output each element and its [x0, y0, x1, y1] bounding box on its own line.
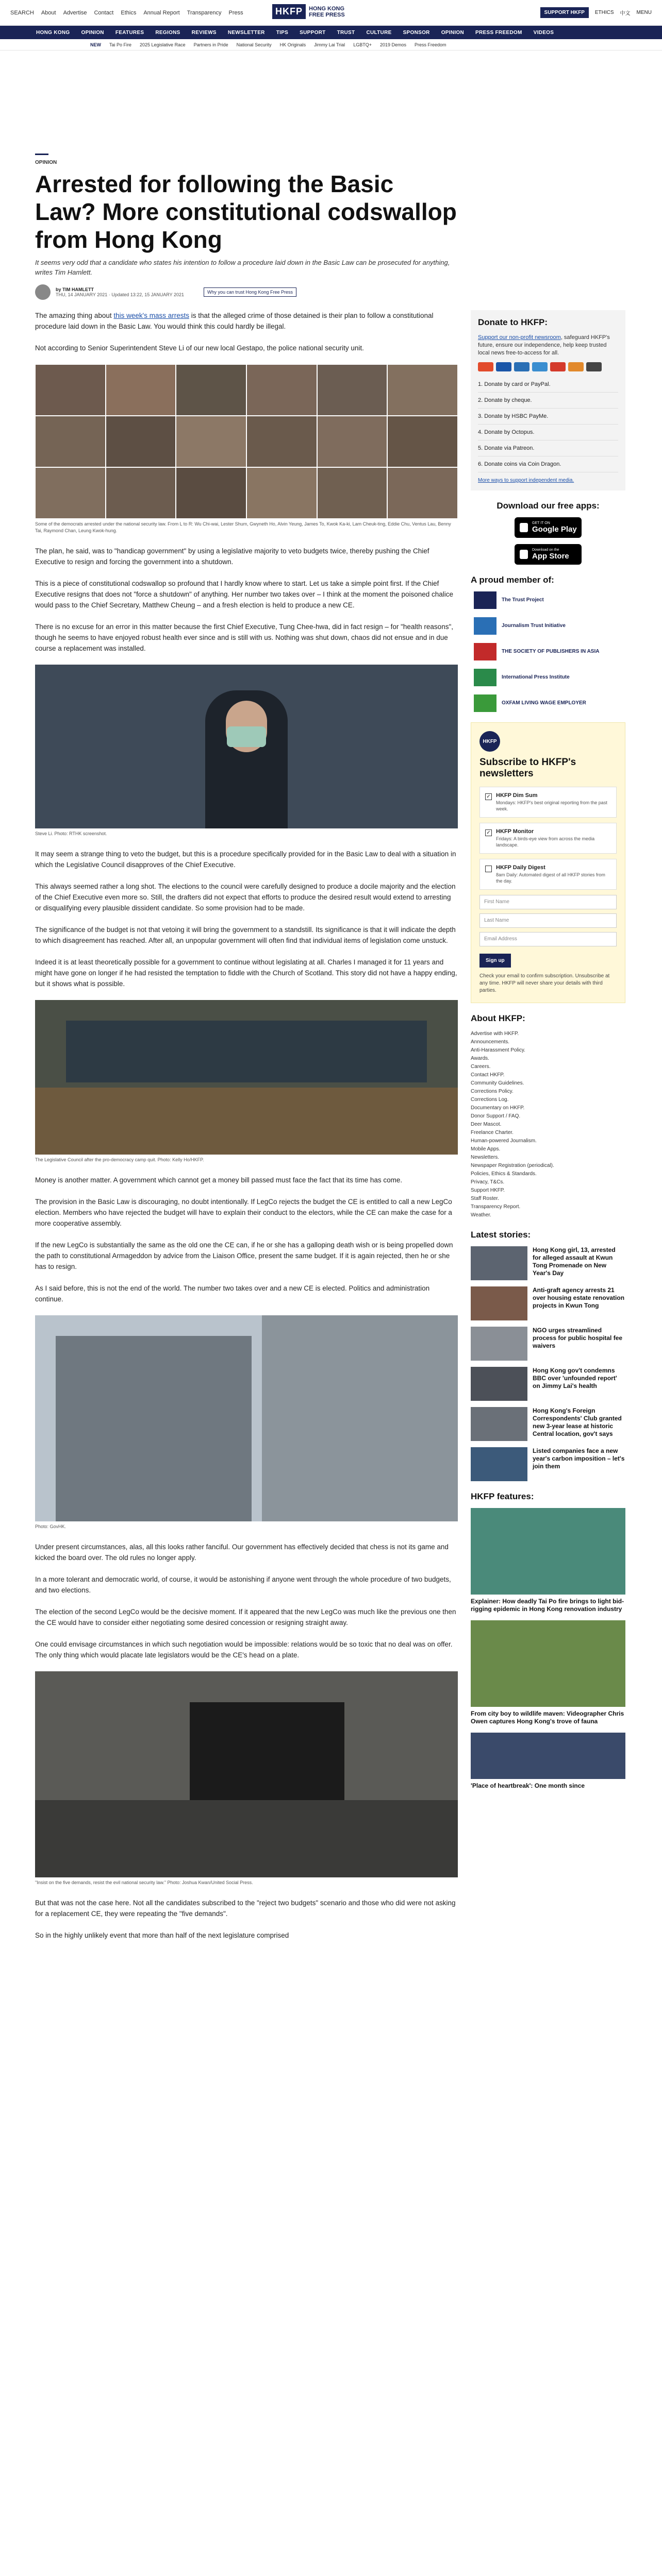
- author-avatar: [35, 284, 51, 300]
- tag-link[interactable]: HK Originals: [279, 42, 306, 47]
- story-item[interactable]: [471, 1447, 625, 1481]
- checkbox[interactable]: ✓: [485, 829, 492, 836]
- apps-title: Download our free apps:: [496, 501, 600, 511]
- logo-box: HKFP: [272, 4, 306, 19]
- caption: Some of the democrats arrested under the national security law. From L to R: Wu Chi-wai, Lester Shum, Gwyneth Ho, Alvin Yeung, James To, Kwok Ka-ki, Lam Cheuk-ting, Eddie Chu, Ventus Lau, Benny Tai, Raymond Chan, Leung Kwok-hung.: [35, 521, 451, 533]
- category-rule: [35, 154, 48, 155]
- about-link[interactable]: Contact HKFP.: [471, 1072, 505, 1078]
- story-item[interactable]: [471, 1286, 625, 1320]
- nav-item[interactable]: SUPPORT: [300, 29, 326, 36]
- member-label: OXFAM LIVING WAGE EMPLOYER: [502, 700, 586, 706]
- paypal-icon: [514, 362, 529, 371]
- gp-small: GET IT ON: [532, 521, 550, 525]
- newsletter-box: [471, 722, 625, 1003]
- paragraph: As I said before, this is not the end of the world. The number two takes over and a new CE is elected. Politics and administration continue.: [35, 1284, 430, 1303]
- logo-line-1: HONG KONG: [309, 5, 345, 12]
- byline-text: [56, 287, 184, 297]
- nav-item[interactable]: NEWSLETTER: [227, 29, 265, 36]
- about-link[interactable]: Privacy, T&Cs.: [471, 1179, 505, 1185]
- feature-title: From city boy to wildlife maven: Videographer Chris Owen captures Hong Kong's trove of fauna: [471, 1710, 624, 1725]
- checkbox[interactable]: ✓: [485, 793, 492, 800]
- tag-link[interactable]: Partners in Pride: [193, 42, 228, 47]
- paragraph: The plan, he said, was to "handicap government" by using a legislative majority to veto budgets twice, thereby pushing the Chief Executive to resign and forcing the government into a shutdown.: [35, 547, 429, 566]
- member-title: A proud member of:: [471, 575, 554, 585]
- latest-stories: [471, 1230, 625, 1481]
- top-link-annual-report[interactable]: Annual Report: [143, 9, 180, 16]
- nav-item[interactable]: TIPS: [276, 29, 289, 36]
- newsletter-option[interactable]: [479, 859, 617, 890]
- main-nav: [0, 26, 662, 39]
- visa-icon: [496, 362, 511, 371]
- donate-option[interactable]: 6. Donate coins via Coin Dragon.: [478, 456, 618, 472]
- paragraph: This is a piece of constitutional codswallop so profound that I hardly know where to start. Let us take a simple point first. If the Chief Executive resigns that does not "force a shutdown" of anything. Her number two takes over – I think at the moment the poisoned chalice would pass to the Chief Secretary, Matthew Cheung – and a fresh election is held to produce a new CE.: [35, 580, 454, 609]
- top-link-about[interactable]: About: [41, 9, 56, 16]
- author-name[interactable]: by TIM HAMLETT: [56, 287, 94, 292]
- story-title: Anti-graft agency arrests 21 over housing estate renovation projects in Kwun Tong: [533, 1286, 625, 1309]
- protest-image: [35, 1671, 458, 1877]
- paragraph: The election of the second LegCo would be the decisive moment. If it appeared that the new LegCo was much like the previous one then the CE would have to consider either negotiating some desired concession or resigning straight away.: [35, 1608, 456, 1626]
- option-name: HKFP Daily Digest: [496, 865, 545, 871]
- standfirst: It seems very odd that a candidate who states his intention to follow a procedure laid down in the Basic Law can be prosecuted for anything, writes Tim Hamlett.: [35, 259, 450, 276]
- paragraph: The provision in the Basic Law is discouraging, no doubt intentionally. If LegCo rejects the budget the CE is entitled to call a new LegCo election. Members who have rejected the budget will have to explain their conduct to the electors, while the CE can make the case for a more cooperative assembly.: [35, 1198, 452, 1227]
- first-name-input[interactable]: First Name: [479, 895, 617, 909]
- figure-protest: [35, 1671, 458, 1886]
- story-item[interactable]: [471, 1327, 625, 1361]
- donate-options: [478, 377, 618, 472]
- tag-link[interactable]: LGBTQ+: [353, 42, 372, 47]
- google-play-icon: [520, 523, 528, 532]
- newsletter-logo: HKFP: [479, 731, 500, 752]
- donate-title: Donate to HKFP:: [478, 317, 548, 327]
- paragraph: If the new LegCo is substantially the same as the old one the CE can, if he or she has a galloping death wish or is being propelled down the path to constitutional Armageddon by advice from the Liaison Office, present the same budget. If it is again rejected, then he or she has to resign.: [35, 1241, 453, 1270]
- last-name-input[interactable]: Last Name: [479, 913, 617, 928]
- paragraph: One could envisage circumstances in which such negotiation would be impossible: relations would be so toxic that no deal was on offer. The only thing which would placate late legislators would be the CE's head on a plate.: [35, 1640, 453, 1659]
- about-link[interactable]: Documentary on HKFP.: [471, 1105, 525, 1111]
- features-title: HKFP features:: [471, 1492, 534, 1501]
- caption: Photo: GovHK.: [35, 1524, 67, 1529]
- central-government-offices-image: [35, 1315, 458, 1521]
- feature-item[interactable]: [471, 1620, 625, 1725]
- mass-arrests-link[interactable]: this week's mass arrests: [113, 312, 189, 319]
- p1-post: is that the alleged crime of those detained is their plan to follow a constitutional procedure laid down in the Basic Law. You would think this could hardly be illegal.: [35, 312, 434, 330]
- story-item[interactable]: [471, 1407, 625, 1441]
- top-link-transparency[interactable]: Transparency: [187, 9, 222, 16]
- figure-cgo: [35, 1315, 458, 1530]
- features-box: [471, 1492, 625, 1790]
- logo-line-2: FREE PRESS: [309, 11, 345, 18]
- member-item[interactable]: [474, 617, 625, 635]
- member-label: THE SOCIETY OF PUBLISHERS IN ASIA: [502, 649, 600, 654]
- publish-date: THU, 14 JANUARY 2021 · Updated 13:22, 15 JANUARY 2021: [56, 292, 184, 297]
- email-input[interactable]: Email Address: [479, 932, 617, 946]
- arrested-faces-image: [35, 364, 458, 519]
- paragraph: In a more tolerant and democratic world, of course, it would be astonishing if anyone went through the whole procedure of two budgets, and two elections.: [35, 1575, 451, 1594]
- ethics-link[interactable]: ETHICS: [594, 10, 614, 15]
- donate-option[interactable]: 1. Donate by card or PayPal.: [478, 377, 618, 393]
- p1-pre: The amazing thing about: [35, 312, 114, 319]
- donate-option[interactable]: 5. Donate via Patreon.: [478, 440, 618, 456]
- nav-item[interactable]: TRUST: [337, 29, 355, 36]
- nav-item[interactable]: FEATURES: [115, 29, 144, 36]
- tag-link[interactable]: Jimmy Lai Trial: [314, 42, 345, 47]
- member-label: International Press Institute: [502, 674, 570, 680]
- trust-project-logo: [474, 591, 496, 609]
- apps-box: [471, 501, 625, 565]
- about-link[interactable]: Advertise with HKFP.: [471, 1031, 519, 1037]
- site-logo[interactable]: [272, 4, 345, 19]
- tag-bar: [0, 39, 662, 50]
- byline: [35, 284, 296, 300]
- support-button[interactable]: SUPPORT HKFP: [540, 7, 589, 18]
- paragraph: There is no excuse for an error in this matter because the first Chief Executive, Tung Chee-hwa, did in fact resign – for "health reasons", though he seems to have enjoyed robust health ever since and is still with us. Nothing was shut down, chaos did not ensue and in due course a replacement was installed.: [35, 623, 453, 652]
- article-title: Arrested for following the Basic Law? More constitutional codswallop from Hong Kong: [35, 171, 457, 253]
- nav-item[interactable]: VIDEOS: [533, 29, 554, 36]
- logo-text: [309, 6, 345, 18]
- member-label: The Trust Project: [502, 597, 544, 603]
- about-link[interactable]: Awards.: [471, 1056, 489, 1061]
- about-link[interactable]: Corrections Policy.: [471, 1089, 514, 1094]
- as-small: Download on the: [532, 548, 559, 552]
- donate-text-rest: , safeguard HKFP's future, ensure our independence, help keep trusted local news free-to-access for all.: [478, 334, 610, 356]
- sidebar: [471, 310, 625, 1800]
- caption: The Legislative Council after the pro-democracy camp quit. Photo: Kelly Ho/HKFP.: [35, 1157, 204, 1162]
- story-title: NGO urges streamlined process for public hospital fee waivers: [533, 1327, 623, 1349]
- steve-li-image: [35, 665, 458, 828]
- oxfam-logo: [474, 694, 496, 712]
- option-desc: Fridays: A birds-eye view from across the media landscape.: [496, 836, 595, 848]
- amex-icon: [532, 362, 548, 371]
- caption: "Insist on the five demands, resist the evil national security law." Photo: Joshua Kwan/United Social Press.: [35, 1880, 253, 1885]
- top-link-ethics[interactable]: Ethics: [121, 9, 137, 16]
- mastercard-icon: [478, 362, 493, 371]
- checkbox[interactable]: [485, 866, 492, 872]
- about-link[interactable]: Weather.: [471, 1212, 491, 1218]
- donate-option[interactable]: 4. Donate by Octopus.: [478, 425, 618, 440]
- more-ways-link[interactable]: More ways to support independent media.: [478, 478, 574, 483]
- about-link[interactable]: Newsletters.: [471, 1155, 500, 1160]
- about-link[interactable]: Transparency Report.: [471, 1204, 521, 1210]
- nav-item[interactable]: OPINION: [441, 29, 465, 36]
- about-list: [471, 1030, 625, 1219]
- newsletter-title: Subscribe to HKFP's newsletters: [479, 757, 576, 779]
- article-body: [35, 310, 458, 1952]
- donate-option[interactable]: 3. Donate by HSBC PayMe.: [478, 409, 618, 425]
- nav-item[interactable]: CULTURE: [366, 29, 392, 36]
- option-desc: Mondays: HKFP's best original reporting from the past week.: [496, 800, 607, 811]
- tag-link[interactable]: Press Freedom: [414, 42, 446, 47]
- story-title: Listed companies face a new year's carbon imposition – let's join them: [533, 1447, 625, 1470]
- google-play-button[interactable]: [515, 517, 582, 538]
- tag-link[interactable]: 2019 Demos: [379, 42, 406, 47]
- story-thumbnail: [471, 1407, 527, 1441]
- nav-item[interactable]: REVIEWS: [191, 29, 217, 36]
- search-link[interactable]: SEARCH: [10, 9, 34, 16]
- story-title: Hong Kong gov't condemns BBC over 'unfounded report' on Jimmy Lai's health: [533, 1367, 617, 1389]
- about-link[interactable]: Policies, Ethics & Standards.: [471, 1171, 537, 1177]
- nav-item[interactable]: HONG KONG: [36, 29, 70, 36]
- story-thumbnail: [471, 1367, 527, 1401]
- story-thumbnail: [471, 1327, 527, 1361]
- top-link-press[interactable]: Press: [228, 9, 243, 16]
- member-item[interactable]: [474, 591, 625, 609]
- about-link[interactable]: Careers.: [471, 1064, 491, 1070]
- support-newsroom-link[interactable]: Support our non-profit newsroom: [478, 334, 561, 341]
- feature-image: [471, 1733, 625, 1779]
- about-link[interactable]: Support HKFP.: [471, 1188, 505, 1193]
- tag-link[interactable]: National Security: [236, 42, 272, 47]
- member-item[interactable]: [474, 669, 625, 686]
- paragraph: But that was not the case here. Not all the candidates subscribed to the "reject two budgets" scenario and those who did were not asking for a replacement CE, they were repeating the "five demands".: [35, 1899, 456, 1918]
- nav-item[interactable]: OPINION: [81, 29, 104, 36]
- about-box: [471, 1013, 625, 1219]
- donate-text: [478, 334, 618, 357]
- about-link[interactable]: Human-powered Journalism.: [471, 1138, 537, 1144]
- story-item[interactable]: [471, 1246, 625, 1280]
- donate-box: [471, 310, 625, 490]
- option-name: HKFP Monitor: [496, 828, 534, 835]
- feature-title: 'Place of heartbreak': One month since: [471, 1782, 585, 1789]
- newsletter-option[interactable]: [479, 823, 617, 854]
- member-item[interactable]: [474, 694, 625, 712]
- signup-button[interactable]: Sign up: [479, 954, 511, 968]
- story-title: Hong Kong girl, 13, arrested for alleged assault at Kwun Tong Promenade on New Year's Day: [533, 1246, 616, 1277]
- member-label: Journalism Trust Initiative: [502, 623, 566, 629]
- apple-icon: [520, 550, 528, 559]
- latest-title: Latest stories:: [471, 1230, 531, 1240]
- paragraph: Not according to Senior Superintendent Steve Li of our new local Gestapo, the police national security unit.: [35, 344, 364, 352]
- octopus-icon: [568, 362, 584, 371]
- top-link-advertise[interactable]: Advertise: [63, 9, 87, 16]
- story-thumbnail: [471, 1447, 527, 1481]
- top-link-contact[interactable]: Contact: [94, 9, 114, 16]
- feature-image: [471, 1508, 625, 1595]
- about-link[interactable]: Newspaper Registration (periodical).: [471, 1163, 554, 1168]
- ipi-logo: [474, 669, 496, 686]
- feature-image: [471, 1620, 625, 1707]
- about-title: About HKFP:: [471, 1013, 525, 1023]
- member-item[interactable]: [474, 643, 625, 660]
- caption: Steve Li. Photo: RTHK screenshot.: [35, 831, 107, 836]
- patreon-icon: [586, 362, 602, 371]
- nav-item[interactable]: REGIONS: [155, 29, 180, 36]
- new-badge: NEW: [90, 42, 101, 47]
- paragraph: So in the highly unlikely event that more than half of the next legislature comprised: [35, 1931, 289, 1939]
- about-link[interactable]: Mobile Apps.: [471, 1146, 501, 1152]
- top-right: [540, 7, 652, 18]
- top-links: [10, 10, 243, 16]
- paragraph: [35, 310, 458, 332]
- gp-big: Google Play: [532, 525, 577, 534]
- about-link[interactable]: Donor Support / FAQ.: [471, 1113, 521, 1119]
- paragraph: This always seemed rather a long shot. The elections to the council were carefully designed to produce a docile majority and the election of the Chief Executive even more so. Still, the drafters did not expect that efforts to produce the desired result would extend to arresting or disqualifying every plausible dissident candidate. So some provision had to be made.: [35, 883, 456, 912]
- about-link[interactable]: Freelance Charter.: [471, 1130, 514, 1136]
- paragraph: Indeed it is at least theoretically possible for a government to continue without legislating at all. Charles I managed it for 11 years and might have gone on longer if he had resisted the temptation to fiddle with the Church of Scotland. This story did not have a happy ending, but it shows what is possible.: [35, 958, 457, 988]
- category-label[interactable]: OPINION: [35, 160, 57, 165]
- payme-icon: [550, 362, 566, 371]
- nav-item[interactable]: SPONSOR: [403, 29, 430, 36]
- option-name: HKFP Dim Sum: [496, 792, 538, 799]
- feature-item[interactable]: [471, 1508, 625, 1613]
- paragraph: It may seem a strange thing to veto the budget, but this is a procedure specifically provided for in the Basic Law to deal with a situation in which the Legislative Council disapproves of the Chief Executive.: [35, 850, 456, 869]
- member-list: [471, 591, 625, 712]
- about-link[interactable]: Staff Roster.: [471, 1196, 499, 1201]
- member-box: [471, 575, 625, 712]
- option-desc: 8am Daily: Automated digest of all HKFP stories from the day.: [496, 872, 605, 884]
- menu-link[interactable]: MENU: [636, 10, 652, 15]
- figure-legco: [35, 1000, 458, 1163]
- paragraph: Under present circumstances, alas, all this looks rather fanciful. Our government has effectively decided that chess is not its game and kicked the board over. The old rules no longer apply.: [35, 1543, 449, 1562]
- story-item[interactable]: [471, 1367, 625, 1401]
- about-link[interactable]: Anti-Harassment Policy.: [471, 1047, 525, 1053]
- story-thumbnail: [471, 1246, 527, 1280]
- tag-link[interactable]: Tai Po Fire: [109, 42, 132, 47]
- jti-logo: [474, 617, 496, 635]
- sopa-logo: [474, 643, 496, 660]
- about-link[interactable]: Deer Mascot.: [471, 1122, 502, 1127]
- legco-image: [35, 1000, 458, 1155]
- newsletter-option[interactable]: [479, 787, 617, 818]
- figure-arrested: [35, 364, 458, 534]
- nav-item[interactable]: PRESS FREEDOM: [475, 29, 522, 36]
- about-link[interactable]: Corrections Log.: [471, 1097, 509, 1103]
- donate-option[interactable]: 2. Donate by cheque.: [478, 393, 618, 409]
- feature-item[interactable]: [471, 1733, 625, 1790]
- story-thumbnail: [471, 1286, 527, 1320]
- payment-icons: [478, 362, 618, 371]
- about-link[interactable]: Announcements.: [471, 1039, 510, 1045]
- figure-steve-li: [35, 665, 458, 837]
- feature-title: Explainer: How deadly Tai Po fire brings to light bid-rigging epidemic in Hong Kong renovation industry: [471, 1598, 624, 1613]
- paragraph: Money is another matter. A government which cannot get a money bill passed must face the fact that its time has come.: [35, 1176, 403, 1184]
- story-title: Hong Kong's Foreign Correspondents' Club granted new 3-year lease at historic Central location, gov't says: [533, 1407, 622, 1437]
- as-big: App Store: [532, 552, 569, 561]
- about-link[interactable]: Community Guidelines.: [471, 1080, 524, 1086]
- top-bar: [0, 0, 662, 26]
- chinese-link[interactable]: 中文: [620, 11, 631, 16]
- paragraph: The significance of the budget is not that vetoing it will bring the government to a standstill. Its significance is that it will indicate the depth to which disagreement has reached. After all, an unpopular government will often find that individual items of legislation come unstuck.: [35, 926, 456, 944]
- trust-badge[interactable]: Why you can trust Hong Kong Free Press: [204, 287, 296, 297]
- app-store-button[interactable]: [515, 544, 582, 565]
- newsletter-note: Check your email to confirm subscription. Unsubscribe at any time. HKFP will never share your details with third parties.: [479, 973, 610, 993]
- tag-link[interactable]: 2025 Legislative Race: [140, 42, 186, 47]
